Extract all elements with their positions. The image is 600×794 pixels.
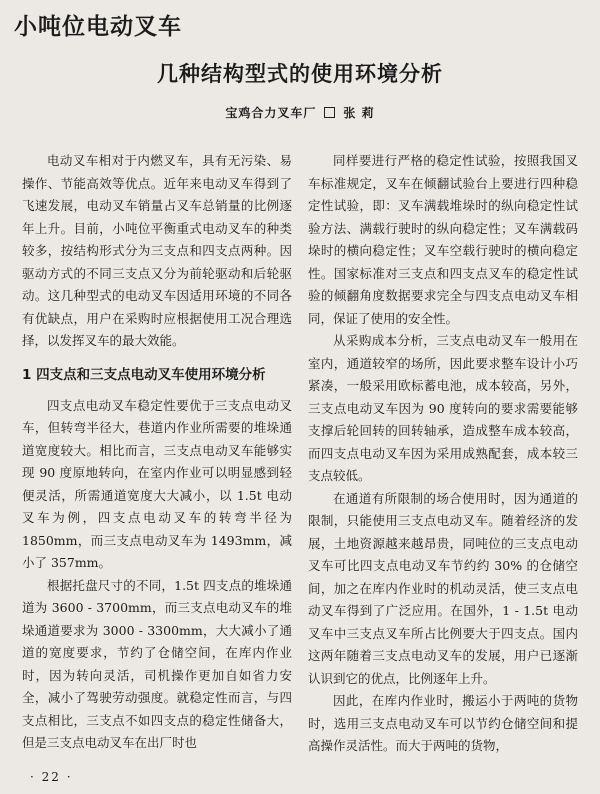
paragraph: 四支点电动叉车稳定性要优于三支点电动叉车，但转弯半径大，巷道内作业所需要的堆垛通道宽度较大。相比而言，三支点电动叉车能够实现 90 度原地转向，在室内作业可以明显感到轻便灵活，所需通道宽度大大减小，以 1.5t 电动叉车为例，四支点电动叉车的转弯半径为 1850mm，而三支点电动叉车为 1493mm，减小了 357mm。 — [22, 397, 292, 570]
byline-organization: 宝鸡合力叉车厂 — [225, 106, 317, 120]
paragraph: 同样要进行严格的稳定性试验，按照我国叉车标准规定，叉车在倾翻试验台上要进行四种稳定性试验，即：叉车满载堆垛时的纵向稳定性试验方法、满载行驶时的纵向稳定性；叉车满载码垛时的横向稳定性；叉车空载行驶时的横向稳定性。国家标准对三支点和四支点叉车的稳定性试验的倾翻角度数据要求完全与四支点电动叉车相同，保证了使用的安全性。 — [308, 153, 578, 326]
article-title: 几种结构型式的使用环境分析 — [157, 62, 443, 86]
series-heading: 小吨位电动叉车 — [14, 14, 182, 40]
right-column — [308, 150, 578, 758]
byline — [0, 104, 600, 121]
paragraph: 根据托盘尺寸的不同，1.5t 四支点的堆垛通道为 3600 - 3700mm，而三支点电动叉车的堆垛通道要求为 3000 - 3300mm，大大减小了通道的宽度要求，节约了仓储空间，在库内作业时，因为转向灵活，司机操作更加自如省力安全，减小了驾驶劳动强度。就稳定性而言，与四支点相比，三支点不如四支点的稳定性储备大，但是三支点电动叉车在出厂时也 — [22, 577, 292, 750]
paragraph: 电动叉车相对于内燃叉车，具有无污染、易操作、节能高效等优点。近年来电动叉车得到了飞速发展，电动叉车销量占叉车总销量的比例逐年上升。目前，小吨位平衡重式电动叉车的种类较多，按结构形式分为三支点和四支点两种。因驱动方式的不同三支点又分为前轮驱动和后轮驱动。这几种型式的电动叉车因适用环境的不同各有优缺点，用户在采购时应根据使用工况合理选择，以发挥叉车的最大效能。 — [22, 153, 292, 348]
section-heading: 1 四支点和三支点电动叉车使用环境分析 — [22, 366, 266, 383]
byline-author: 张 莉 — [343, 106, 375, 120]
left-column — [22, 150, 292, 755]
paragraph: 从采购成本分析，三支点电动叉车一般用在室内，通道较窄的场所，因此要求整车设计小巧紧凑，一般采用欧标蓄电池，成本较高，另外，三支点电动叉车因为 90 度转向的要求需要能够支撑后轮回转的回转轴承，造成整车成本较高，而四支点电动叉车因为采用成熟配套，成本较三支点较低。 — [308, 333, 578, 483]
paragraph: 在通道有所限制的场合使用时，因为通道的限制，只能使用三支点电动叉车。随着经济的发展，土地资源越来越昂贵，同吨位的三支点电动叉车可比四支点电动叉车节约约 30% 的仓储空间，加之在库内作业时的机动灵活，使三支点电动叉车得到了广泛应用。在国外，1 - 1.5t 电动叉车中三支点叉车所占比例要大于四支点。国内这两年随着三支点电动叉车的发展，用户已逐渐认识到它的优点，比例逐年上升。 — [308, 490, 578, 686]
paragraph: 因此，在库内作业时，搬运小于两吨的货物时，选用三支点电动叉车可以节约仓储空间和提高操作灵活性。而大于两吨的货物， — [308, 693, 578, 753]
page-number: · 22 · — [30, 770, 73, 784]
separator-box-icon — [324, 107, 335, 118]
